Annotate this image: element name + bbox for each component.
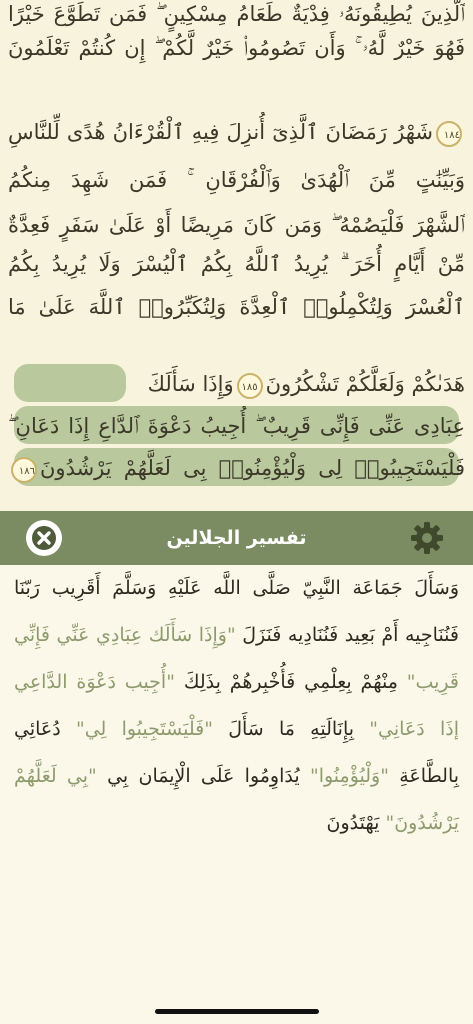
ayah-text-selected: فَلْيَسْتَجِيبُوا۟ لِى وَلْيُؤْمِنُوا۟ بِى لَعَلَّهُمْ يَرْشُدُونَ (40, 456, 465, 480)
tafsir-explanation: يُدَاوِمُوا عَلَى الْإِيمَان بِي (107, 765, 300, 787)
settings-button[interactable] (409, 520, 445, 556)
tafsir-explanation: مِنْهُمْ بِعِلْمِي فَأُخْبِرهُمْ بِذَلِكَ (183, 671, 398, 693)
gear-icon (409, 520, 445, 556)
quran-line-selected[interactable]: عِبَادِى عَنِّى فَإِنِّى قَرِيبٌ ۖ أُجِيبُ دَعْوَةَ ٱلدَّاعِ إِذَا دَعَانِ ۖ (8, 414, 465, 438)
close-icon (26, 520, 62, 556)
ayah-text-selected: وَإِذَا سَأَلَكَ (147, 372, 234, 396)
home-indicator[interactable] (155, 1009, 319, 1014)
tafsir-header-bar (0, 511, 473, 565)
tafsir-quran-quote: "فَلْيَسْتَجِيبُوا لِي" (75, 718, 213, 740)
quran-line[interactable] (8, 364, 465, 404)
tafsir-quran-quote: "بِي لَعَلَّهُمْ يَرْشُدُونَ" (14, 765, 459, 834)
quran-line[interactable]: مِّنْ أَيَّامٍ أُخَرَ ۗ يُرِيدُ ٱللَّهُ بِكُمُ ٱلْيُسْرَ وَلَا يُرِيدُ بِكُمُ (8, 252, 465, 276)
quran-line[interactable]: ٱلشَّهْرَ فَلْيَصُمْهُ ۖ وَمَن كَانَ مَرِيضًا أَوْ عَلَىٰ سَفَرٍ فَعِدَّةٌ (8, 213, 465, 237)
tafsir-text[interactable] (14, 565, 459, 895)
tafsir-explanation: دُعَائِي بِالطَّاعَةِ (14, 718, 460, 787)
tafsir-explanation: يَهْتَدُونَ (326, 812, 380, 834)
quran-line[interactable]: ٱلَّذِينَ يُطِيقُونَهُۥ فِدْيَةٌ طَعَامُ مِسْكِينٍ ۖ فَمَن تَطَوَّعَ خَيْرًا (8, 2, 465, 26)
tafsir-quran-quote: "أُجِيب دَعْوَة الدَّاعِي إذَا دَعَانِي" (14, 671, 459, 740)
quran-line-selected[interactable] (8, 448, 465, 488)
ayah-number-marker[interactable]: ١٨٦ (11, 457, 37, 483)
mushaf-page[interactable] (0, 0, 473, 511)
tafsir-explanation: وَسَأَلَ جَمَاعَة النَّبِيّ صَلَّى اللَّه عَلَيْهِ وَسَلَّمَ أَقَرِيب رَبّنَا فَنُنَاجِيه أَمْ بَعِيد فَنُنَادِيه فَنَزَلَ (14, 577, 459, 646)
tafsir-title: تفسير الجلالين (166, 527, 307, 549)
close-button[interactable] (26, 520, 62, 556)
ayah-text: هَدَىٰكُمْ وَلَعَلَّكُمْ تَشْكُرُونَ (265, 372, 465, 396)
tafsir-quran-quote: "وَلْيُؤْمِنُوا" (309, 765, 389, 787)
ayah-number-marker[interactable]: ١٨٥ (237, 373, 263, 399)
quran-line[interactable] (8, 112, 465, 152)
ayah-number-marker[interactable]: ١٨٤ (436, 121, 462, 147)
tafsir-quran-quote: "وَإِذَا سَأَلَك عِبَادِي عَنِّي فَإِنِّي قَرِيب" (14, 624, 459, 693)
ayah-text: شَهْرُ رَمَضَانَ ٱلَّذِىٓ أُنزِلَ فِيهِ ٱلْقُرْءَانُ هُدًى لِّلنَّاسِ (8, 120, 433, 144)
tafsir-explanation: بِإِنَالَتِهِ مَا سَأَلَ (228, 718, 355, 740)
quran-line[interactable]: ٱلْعُسْرَ وَلِتُكْمِلُوا۟ ٱلْعِدَّةَ وَلِتُكَبِّرُوا۟ ٱللَّهَ عَلَىٰ مَا (8, 295, 465, 319)
quran-line[interactable]: وَبَيِّنَٰتٍ مِّنَ ٱلْهُدَىٰ وَٱلْفُرْقَانِ ۚ فَمَن شَهِدَ مِنكُمُ (8, 168, 465, 192)
quran-line[interactable]: فَهُوَ خَيْرٌ لَّهُۥ ۚ وَأَن تَصُومُوا۟ خَيْرٌ لَّكُمْ ۖ إِن كُنتُمْ تَعْلَمُونَ (8, 36, 465, 60)
